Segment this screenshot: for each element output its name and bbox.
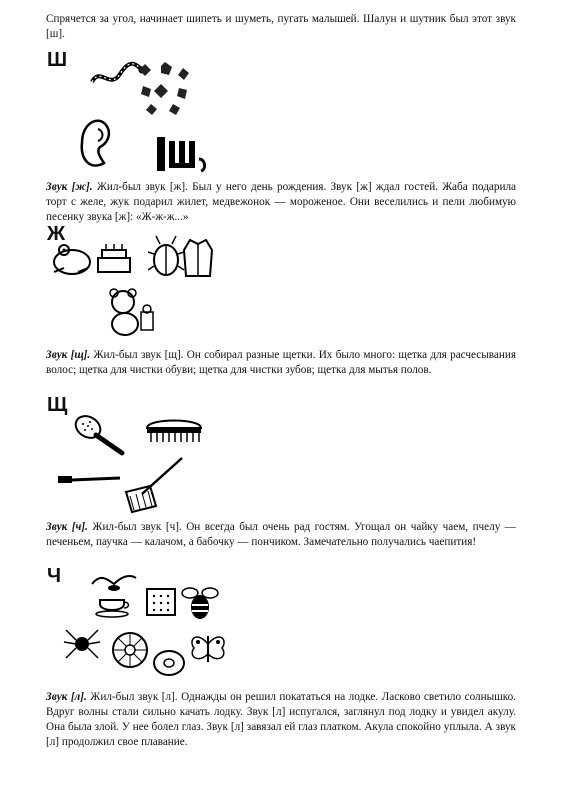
floor-brush-icon bbox=[120, 456, 186, 514]
beetle-vest-icon bbox=[148, 234, 214, 278]
paragraph-zh bbox=[46, 180, 516, 225]
paragraph-ch-lead: Звук [ч]. bbox=[46, 521, 88, 533]
gull-cup-icon bbox=[88, 568, 140, 620]
paragraph-zh-text: Жил-был звук [ж]. Был у него день рождения. Звук [ж] ждал гостей. Жаба подарила торт с желе, жук подарил жилет, медвежонок — мороженое. Они веселились и пели любимую песенку звука [ж]: «Ж-ж-ж...» bbox=[46, 181, 516, 223]
paragraph-shch-text: Жил-был звук [щ]. Он собирал разные щетки. Их было много: щетка для расчесывания волос; щетка для чистки обуви; щетка для чистки зубов; щетка для мытья полов. bbox=[46, 349, 516, 376]
donut-icon bbox=[152, 648, 186, 678]
letter-zh: Ж bbox=[47, 223, 66, 245]
butterfly-icon bbox=[188, 630, 228, 666]
paragraph-sh-text: Спрячется за угол, начинает шипеть и шуметь, пугать малышей. Шалун и шутник был этот звук [ш]. bbox=[46, 13, 516, 40]
paragraph-l-lead: Звук [л]. bbox=[46, 691, 87, 703]
paragraph-l bbox=[46, 690, 516, 750]
shoe-brush-icon bbox=[143, 416, 205, 446]
paragraph-zh-lead: Звук [ж]. bbox=[46, 181, 93, 193]
bee-icon bbox=[180, 583, 220, 621]
paragraph-ch-text: Жил-был звук [ч]. Он всегда был очень рад гостям. Угощал он чайку чаем, пчелу — печеньем, паучка — калачом, а бабочку — пончиком. Замечательно получались чаепития! bbox=[46, 521, 516, 548]
paragraph-shch bbox=[46, 348, 516, 378]
letter-ch: Ч bbox=[47, 565, 62, 587]
toothbrush-icon bbox=[56, 470, 122, 486]
cookie-icon bbox=[144, 586, 178, 618]
teddy-bear-icon bbox=[105, 288, 157, 338]
hairbrush-icon bbox=[72, 413, 128, 457]
brush-sh-icon bbox=[155, 133, 213, 175]
leaves-icon bbox=[135, 58, 195, 116]
paragraph-l-text: Жил-был звук [л]. Однажды он решил покататься на лодке. Ласково светило солнышко. Вдруг волны стали сильно качать лодку. Звук [л] испугался, заглянул под лодку и увидел акулу. Она была злой. У нее болел глаз. Звук [л] завязал ей глаз платком. Акула спокойно уплыла. А звук [л] продолжил свое плавание. bbox=[46, 691, 516, 748]
spider-icon bbox=[62, 622, 102, 662]
paragraph-ch bbox=[46, 520, 516, 550]
letter-sh: Ш bbox=[47, 49, 68, 71]
bagel-icon bbox=[108, 630, 152, 670]
paragraph-shch-lead: Звук [щ]. bbox=[46, 349, 91, 361]
frog-cake-icon bbox=[50, 236, 134, 278]
paragraph-sh bbox=[46, 12, 516, 42]
ear-icon bbox=[74, 113, 114, 171]
letter-shch: Щ bbox=[47, 394, 68, 416]
